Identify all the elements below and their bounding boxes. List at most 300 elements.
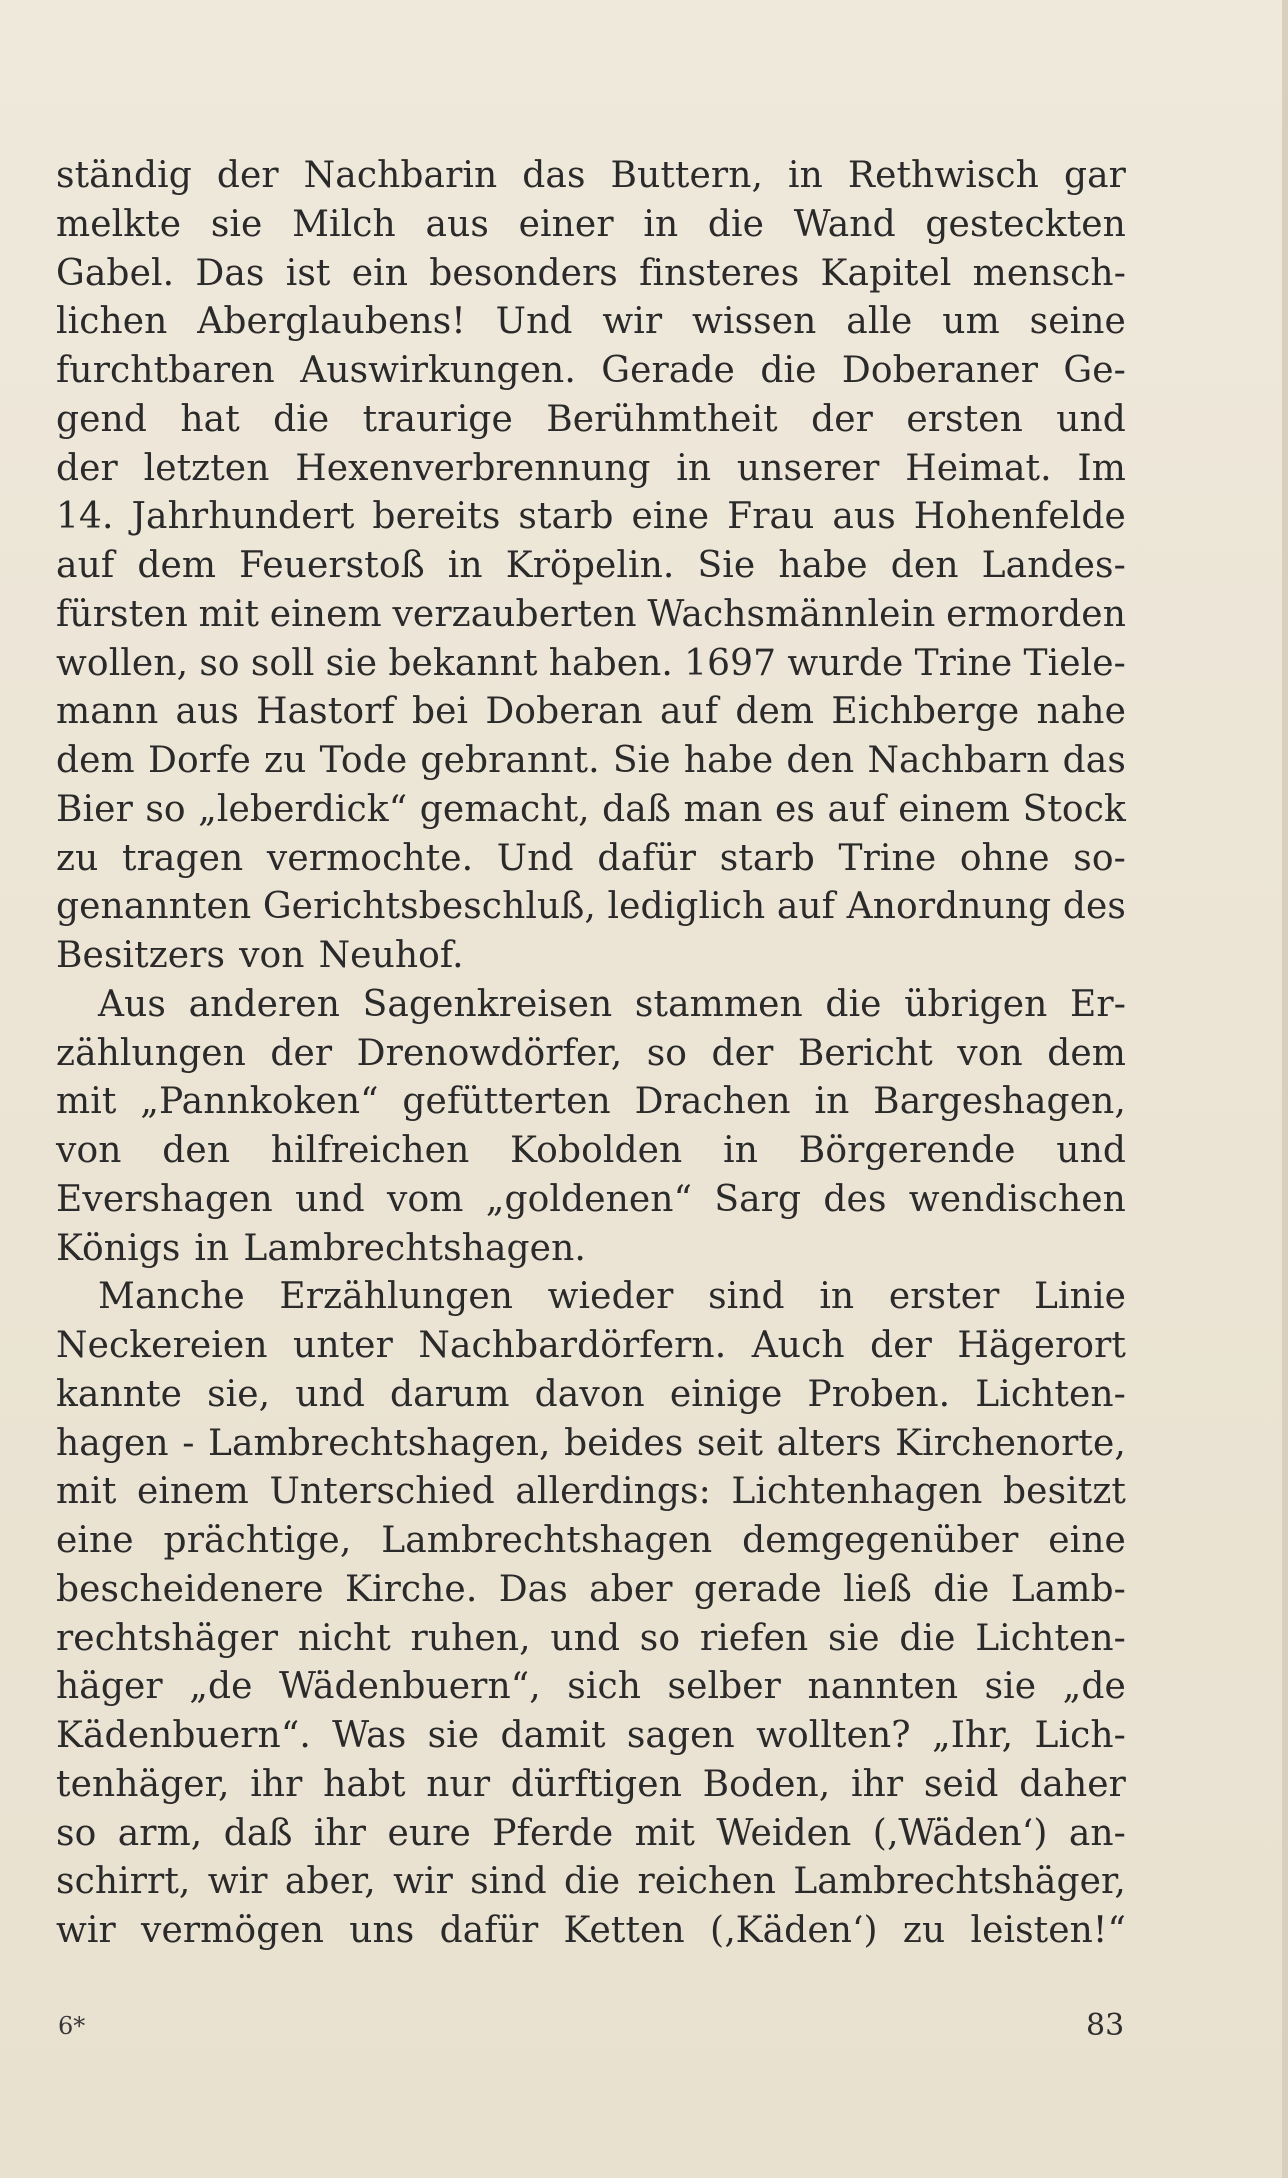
word: Eichberge	[831, 691, 1020, 733]
word: Aus	[98, 983, 166, 1025]
word: bekannt	[388, 642, 538, 684]
word: Bargeshagen,	[873, 1081, 1126, 1123]
word: so-	[1073, 837, 1126, 879]
word: nicht	[297, 1617, 391, 1659]
word: alle	[846, 301, 913, 343]
word: Weiden	[716, 1812, 852, 1854]
word: einem	[136, 1471, 249, 1513]
word: gesteckten	[925, 203, 1126, 245]
word: Und	[495, 301, 573, 343]
word: Sarg	[714, 1178, 802, 1220]
word: Drenowdörfer,	[356, 1032, 623, 1074]
word: Trine	[838, 837, 937, 879]
word: Ketten	[563, 1910, 685, 1951]
page-number: 83	[1086, 2008, 1125, 2043]
word: gefütterten	[402, 1081, 611, 1123]
word: Hägerort	[957, 1325, 1126, 1366]
word: hilfreichen	[270, 1130, 470, 1171]
word: „leberdick“	[198, 788, 408, 830]
word: habt	[323, 1763, 406, 1805]
word: dem	[56, 740, 135, 781]
word: die	[564, 1861, 621, 1903]
word: die	[273, 398, 330, 440]
text-line	[56, 737, 1126, 786]
word: hat	[180, 398, 240, 440]
word: Dorfe	[147, 740, 251, 781]
word: sie	[427, 1715, 480, 1756]
text-line	[56, 688, 1126, 737]
word: demgegenüber	[742, 1520, 1019, 1561]
word: furchtbaren	[56, 350, 275, 391]
word: der	[711, 1032, 774, 1074]
word: zählungen	[56, 1032, 246, 1074]
word: übrigen	[904, 983, 1048, 1025]
word: einige	[669, 1373, 783, 1415]
text-line	[56, 1127, 1126, 1176]
word: und	[550, 1617, 621, 1659]
word: daher	[1019, 1763, 1126, 1805]
word: die	[899, 1617, 956, 1659]
word: riefen	[699, 1617, 809, 1659]
word: Anordnung	[846, 886, 1052, 928]
word: finsteres	[639, 252, 800, 294]
text-line	[56, 493, 1126, 542]
text-line	[56, 1078, 1126, 1127]
word: genannten	[56, 886, 252, 928]
word: auf	[56, 545, 115, 586]
word: Lambrechtshagen,	[207, 1422, 551, 1464]
word: Landes-	[981, 545, 1126, 586]
word: Was	[332, 1715, 407, 1756]
word: man	[683, 788, 763, 830]
word: prächtige,	[163, 1520, 352, 1561]
word: so	[646, 1032, 688, 1074]
word: wir	[56, 1910, 116, 1951]
word: traurige	[362, 398, 513, 440]
word: Kädenbuern“.	[56, 1715, 311, 1756]
word: so	[639, 1617, 681, 1659]
word: eine	[631, 496, 710, 538]
text-line	[56, 1663, 1126, 1712]
word: wollen,	[56, 642, 189, 684]
word: des	[823, 1178, 887, 1220]
word: Wädenbuern“,	[278, 1666, 541, 1708]
word: sind	[708, 1276, 785, 1318]
word: Lambrechtshäger,	[793, 1861, 1126, 1903]
word: alters	[776, 1422, 882, 1464]
word: 1697	[684, 642, 777, 684]
word: sie	[828, 1617, 880, 1659]
word: Börgerende	[798, 1130, 1016, 1171]
word: wir	[602, 301, 663, 343]
word: dem	[137, 545, 217, 586]
word: Aberglaubens!	[197, 301, 466, 343]
word: zu	[902, 1910, 946, 1951]
word: Kapitel	[820, 252, 952, 294]
word: Tiele-	[1023, 642, 1126, 684]
word: Königs	[56, 1227, 181, 1269]
word: Feuerstoß	[239, 545, 425, 586]
word: lediglich	[607, 886, 766, 928]
word: den	[786, 740, 855, 781]
word: Lichten-	[975, 1617, 1126, 1659]
word: ihr	[850, 1763, 904, 1805]
word: (‚Wäden‘)	[872, 1812, 1048, 1854]
word: und	[1056, 398, 1126, 440]
word: in	[643, 203, 679, 245]
word: anderen	[188, 983, 340, 1025]
word: aus	[832, 496, 896, 538]
word: ersten	[906, 398, 1023, 440]
word: mann	[56, 691, 159, 733]
word: Doberan	[485, 691, 643, 733]
word: vermögen	[141, 1910, 325, 1951]
word: Gerichtsbeschluß,	[262, 886, 596, 928]
word: Berühmtheit	[546, 398, 778, 440]
word: Sagenkreisen	[362, 983, 613, 1025]
word: 14.	[56, 496, 114, 538]
text-line	[56, 640, 1126, 689]
word: unter	[293, 1325, 393, 1366]
word: ein	[351, 252, 409, 294]
word: sie	[984, 1666, 1037, 1708]
word: kannte	[56, 1373, 183, 1415]
word: gerade	[693, 1568, 822, 1610]
word: an-	[1068, 1812, 1126, 1854]
word: Lichtenhagen	[731, 1471, 983, 1513]
text-line	[56, 883, 1126, 932]
body-text	[56, 152, 1126, 1956]
text-line	[56, 835, 1126, 884]
word: auf	[776, 886, 836, 928]
text-line	[56, 1810, 1126, 1859]
word: Neuhof.	[318, 935, 464, 976]
word: Heimat.	[905, 447, 1052, 489]
word: tenhäger,	[56, 1763, 230, 1805]
word: Frau	[727, 496, 815, 538]
word: haben.	[548, 642, 673, 684]
word: „Pannkoken“	[140, 1081, 379, 1123]
text-line	[56, 1420, 1126, 1469]
word: den	[162, 1130, 231, 1171]
word: verzauberten	[392, 593, 637, 635]
text-line	[56, 1468, 1126, 1517]
word: der	[216, 155, 279, 196]
word: einem	[898, 788, 1011, 830]
word: Und	[496, 837, 574, 879]
word: Proben.	[807, 1373, 951, 1415]
text-line	[56, 542, 1126, 591]
word: beides	[564, 1422, 684, 1464]
word: starb	[518, 496, 614, 538]
word: Jahrhundert	[131, 496, 355, 538]
word: mit	[634, 1812, 695, 1854]
word: Auswirkungen.	[300, 350, 576, 391]
word: aber	[589, 1568, 673, 1610]
word: Buttern,	[610, 155, 764, 196]
word: sie	[210, 203, 263, 245]
word: ihr	[250, 1763, 303, 1805]
word: der	[270, 1032, 333, 1074]
text-line	[56, 1615, 1126, 1664]
word: Sie	[697, 545, 756, 586]
word: Wachsmännlein	[647, 593, 936, 635]
word: Hohenfelde	[913, 496, 1126, 538]
text-line	[56, 1858, 1126, 1907]
word: lichen	[56, 301, 168, 343]
word: habe	[778, 545, 868, 586]
word: letzten	[143, 447, 270, 489]
word: Hexenverbrennung	[295, 447, 651, 489]
word: habe	[683, 740, 774, 781]
word: zu	[56, 837, 99, 879]
text-line	[56, 298, 1126, 347]
word: wir	[393, 1861, 453, 1903]
word: Linie	[1034, 1276, 1126, 1318]
word: zu	[264, 740, 307, 781]
word: in	[788, 155, 823, 196]
text-line	[56, 396, 1126, 445]
word: wir	[207, 1861, 268, 1903]
word: soll	[250, 642, 315, 684]
word: -	[182, 1422, 195, 1464]
word: Milch	[292, 203, 396, 245]
word: Neckereien	[56, 1325, 268, 1366]
word: Er-	[1070, 983, 1126, 1025]
word: „de	[1062, 1666, 1126, 1708]
word: das	[1062, 740, 1126, 781]
word: ständig	[56, 155, 192, 196]
word: daß	[602, 788, 672, 830]
word: Kröpelin.	[505, 545, 675, 586]
word: Kirche.	[344, 1568, 478, 1610]
word: mit	[56, 1081, 117, 1123]
text-line	[56, 1030, 1126, 1079]
word: Kirchenorte,	[895, 1422, 1126, 1464]
word: so	[56, 1812, 97, 1854]
word: Lichten-	[975, 1373, 1126, 1415]
text-line	[56, 591, 1126, 640]
word: Evershagen	[56, 1178, 273, 1220]
word: „goldenen“	[485, 1178, 693, 1220]
word: eure	[387, 1812, 471, 1854]
word: darum	[390, 1373, 510, 1415]
word: Ge-	[1063, 350, 1126, 391]
word: sagen	[626, 1715, 735, 1756]
word: sind	[470, 1861, 547, 1903]
word: unserer	[736, 447, 880, 489]
word: Stock	[1022, 788, 1126, 830]
word: Lambrechtshagen	[381, 1520, 713, 1561]
text-line	[56, 1907, 1126, 1956]
word: Bericht	[797, 1032, 933, 1074]
word: häger	[56, 1666, 163, 1708]
word: Bier	[56, 788, 133, 830]
word: fürsten	[56, 593, 188, 635]
word: Trine	[914, 642, 1013, 684]
word: ließ	[843, 1568, 912, 1610]
word: aus	[425, 203, 489, 245]
word: nahe	[1036, 691, 1126, 733]
word: mit	[198, 593, 260, 635]
text-line	[56, 786, 1126, 835]
word: Unterschied	[269, 1471, 495, 1513]
word: es	[775, 788, 815, 830]
word: in	[194, 1227, 230, 1269]
word: wollten?	[756, 1715, 911, 1756]
text-line	[56, 445, 1126, 494]
word: aus	[175, 691, 239, 733]
word: Erzählungen	[279, 1276, 514, 1318]
word: Das	[498, 1568, 568, 1610]
word: eine	[1048, 1520, 1126, 1561]
word: stammen	[634, 983, 803, 1025]
word: von	[239, 935, 305, 976]
word: Manche	[98, 1276, 245, 1318]
word: sich	[567, 1666, 642, 1708]
word: dafür	[439, 1910, 539, 1951]
word: reichen	[637, 1861, 777, 1903]
word: Lambrechtshagen.	[243, 1227, 586, 1269]
word: um	[942, 301, 1000, 343]
word: Tode	[319, 740, 408, 781]
word: ist	[285, 252, 331, 294]
word: das	[522, 155, 586, 196]
text-line	[56, 250, 1126, 299]
word: der	[811, 398, 873, 440]
word: Lamb-	[1010, 1568, 1126, 1610]
word: dem	[1047, 1032, 1126, 1074]
word: den	[890, 545, 959, 586]
word: gemacht,	[419, 788, 590, 830]
word: in	[447, 545, 483, 586]
word: die	[707, 203, 765, 245]
word: leisten!“	[970, 1910, 1126, 1951]
word: ermorden	[946, 593, 1126, 635]
text-line	[56, 1322, 1126, 1371]
word: rechtshäger	[56, 1617, 279, 1659]
word: gend	[56, 398, 147, 440]
word: Das	[195, 252, 265, 294]
word: wissen	[692, 301, 817, 343]
text-line	[56, 981, 1126, 1030]
word: Im	[1077, 447, 1126, 489]
word: Kobolden	[510, 1130, 683, 1171]
word: und	[1056, 1130, 1126, 1171]
text-line	[56, 1273, 1126, 1322]
text-line	[56, 1712, 1126, 1761]
word: seine	[1029, 301, 1126, 343]
word: melkte	[56, 203, 182, 245]
word: selber	[667, 1666, 781, 1708]
word: uns	[349, 1910, 415, 1951]
word: in	[819, 1276, 855, 1318]
word: so	[145, 788, 186, 830]
word: auf	[827, 788, 886, 830]
text-line	[56, 1761, 1126, 1810]
word: schirrt,	[56, 1861, 191, 1903]
word: und	[295, 1178, 365, 1220]
word: die	[760, 350, 817, 391]
word: gebrannt.	[420, 740, 600, 781]
word: ruhen,	[410, 1617, 531, 1659]
word: dem	[735, 691, 815, 733]
word: „de	[189, 1666, 253, 1708]
signature-mark: 6*	[58, 2012, 86, 2040]
word: (‚Käden‘)	[709, 1910, 878, 1951]
word: seid	[923, 1763, 999, 1805]
word: arm,	[117, 1812, 203, 1854]
text-line	[56, 1225, 1126, 1274]
word: Besitzers	[56, 935, 226, 976]
word: besitzt	[1003, 1471, 1126, 1513]
word: des	[1062, 886, 1126, 928]
word: nur	[426, 1763, 491, 1805]
word: dafür	[597, 837, 697, 879]
word: besonders	[429, 252, 618, 294]
word: von	[56, 1130, 122, 1171]
text-line	[56, 152, 1126, 201]
word: Rethwisch	[847, 155, 1039, 196]
word: mit	[56, 1471, 117, 1513]
word: eine	[56, 1520, 134, 1561]
text-line	[56, 347, 1126, 396]
word: Sie	[612, 740, 671, 781]
word: und	[295, 1373, 365, 1415]
word: Drachen	[634, 1081, 791, 1123]
word: der	[870, 1325, 932, 1366]
word: sie	[325, 642, 378, 684]
word: so	[199, 642, 240, 684]
word: starb	[719, 837, 815, 879]
word: „Ihr,	[931, 1715, 1014, 1756]
word: auf	[659, 691, 719, 733]
word: gar	[1063, 155, 1126, 196]
word: die	[825, 983, 882, 1025]
word: Boden,	[702, 1763, 831, 1805]
word: vermochte.	[266, 837, 474, 879]
word: Lich-	[1034, 1715, 1126, 1756]
word: vom	[387, 1178, 464, 1220]
word: bei	[412, 691, 469, 733]
word: Hastorf	[256, 691, 395, 733]
word: damit	[500, 1715, 606, 1756]
word: erster	[888, 1276, 1000, 1318]
word: Wand	[793, 203, 896, 245]
text-line	[56, 201, 1126, 250]
text-line	[56, 1517, 1126, 1566]
word: einer	[518, 203, 614, 245]
word: der	[56, 447, 118, 489]
word: wendischen	[908, 1178, 1126, 1220]
word: Auch	[751, 1325, 845, 1366]
text-line	[56, 932, 1126, 981]
word: wieder	[547, 1276, 674, 1318]
word: davon	[534, 1373, 645, 1415]
word: in	[814, 1081, 850, 1123]
word: dürftigen	[510, 1763, 682, 1805]
word: hagen	[56, 1422, 169, 1464]
word: in	[723, 1130, 758, 1171]
word: mensch-	[972, 252, 1126, 294]
word: bereits	[372, 496, 501, 538]
text-line	[56, 1371, 1126, 1420]
text-line	[56, 1176, 1126, 1225]
word: nannten	[807, 1666, 959, 1708]
word: seit	[696, 1422, 764, 1464]
word: Pferde	[492, 1812, 614, 1854]
word: von	[957, 1032, 1023, 1074]
